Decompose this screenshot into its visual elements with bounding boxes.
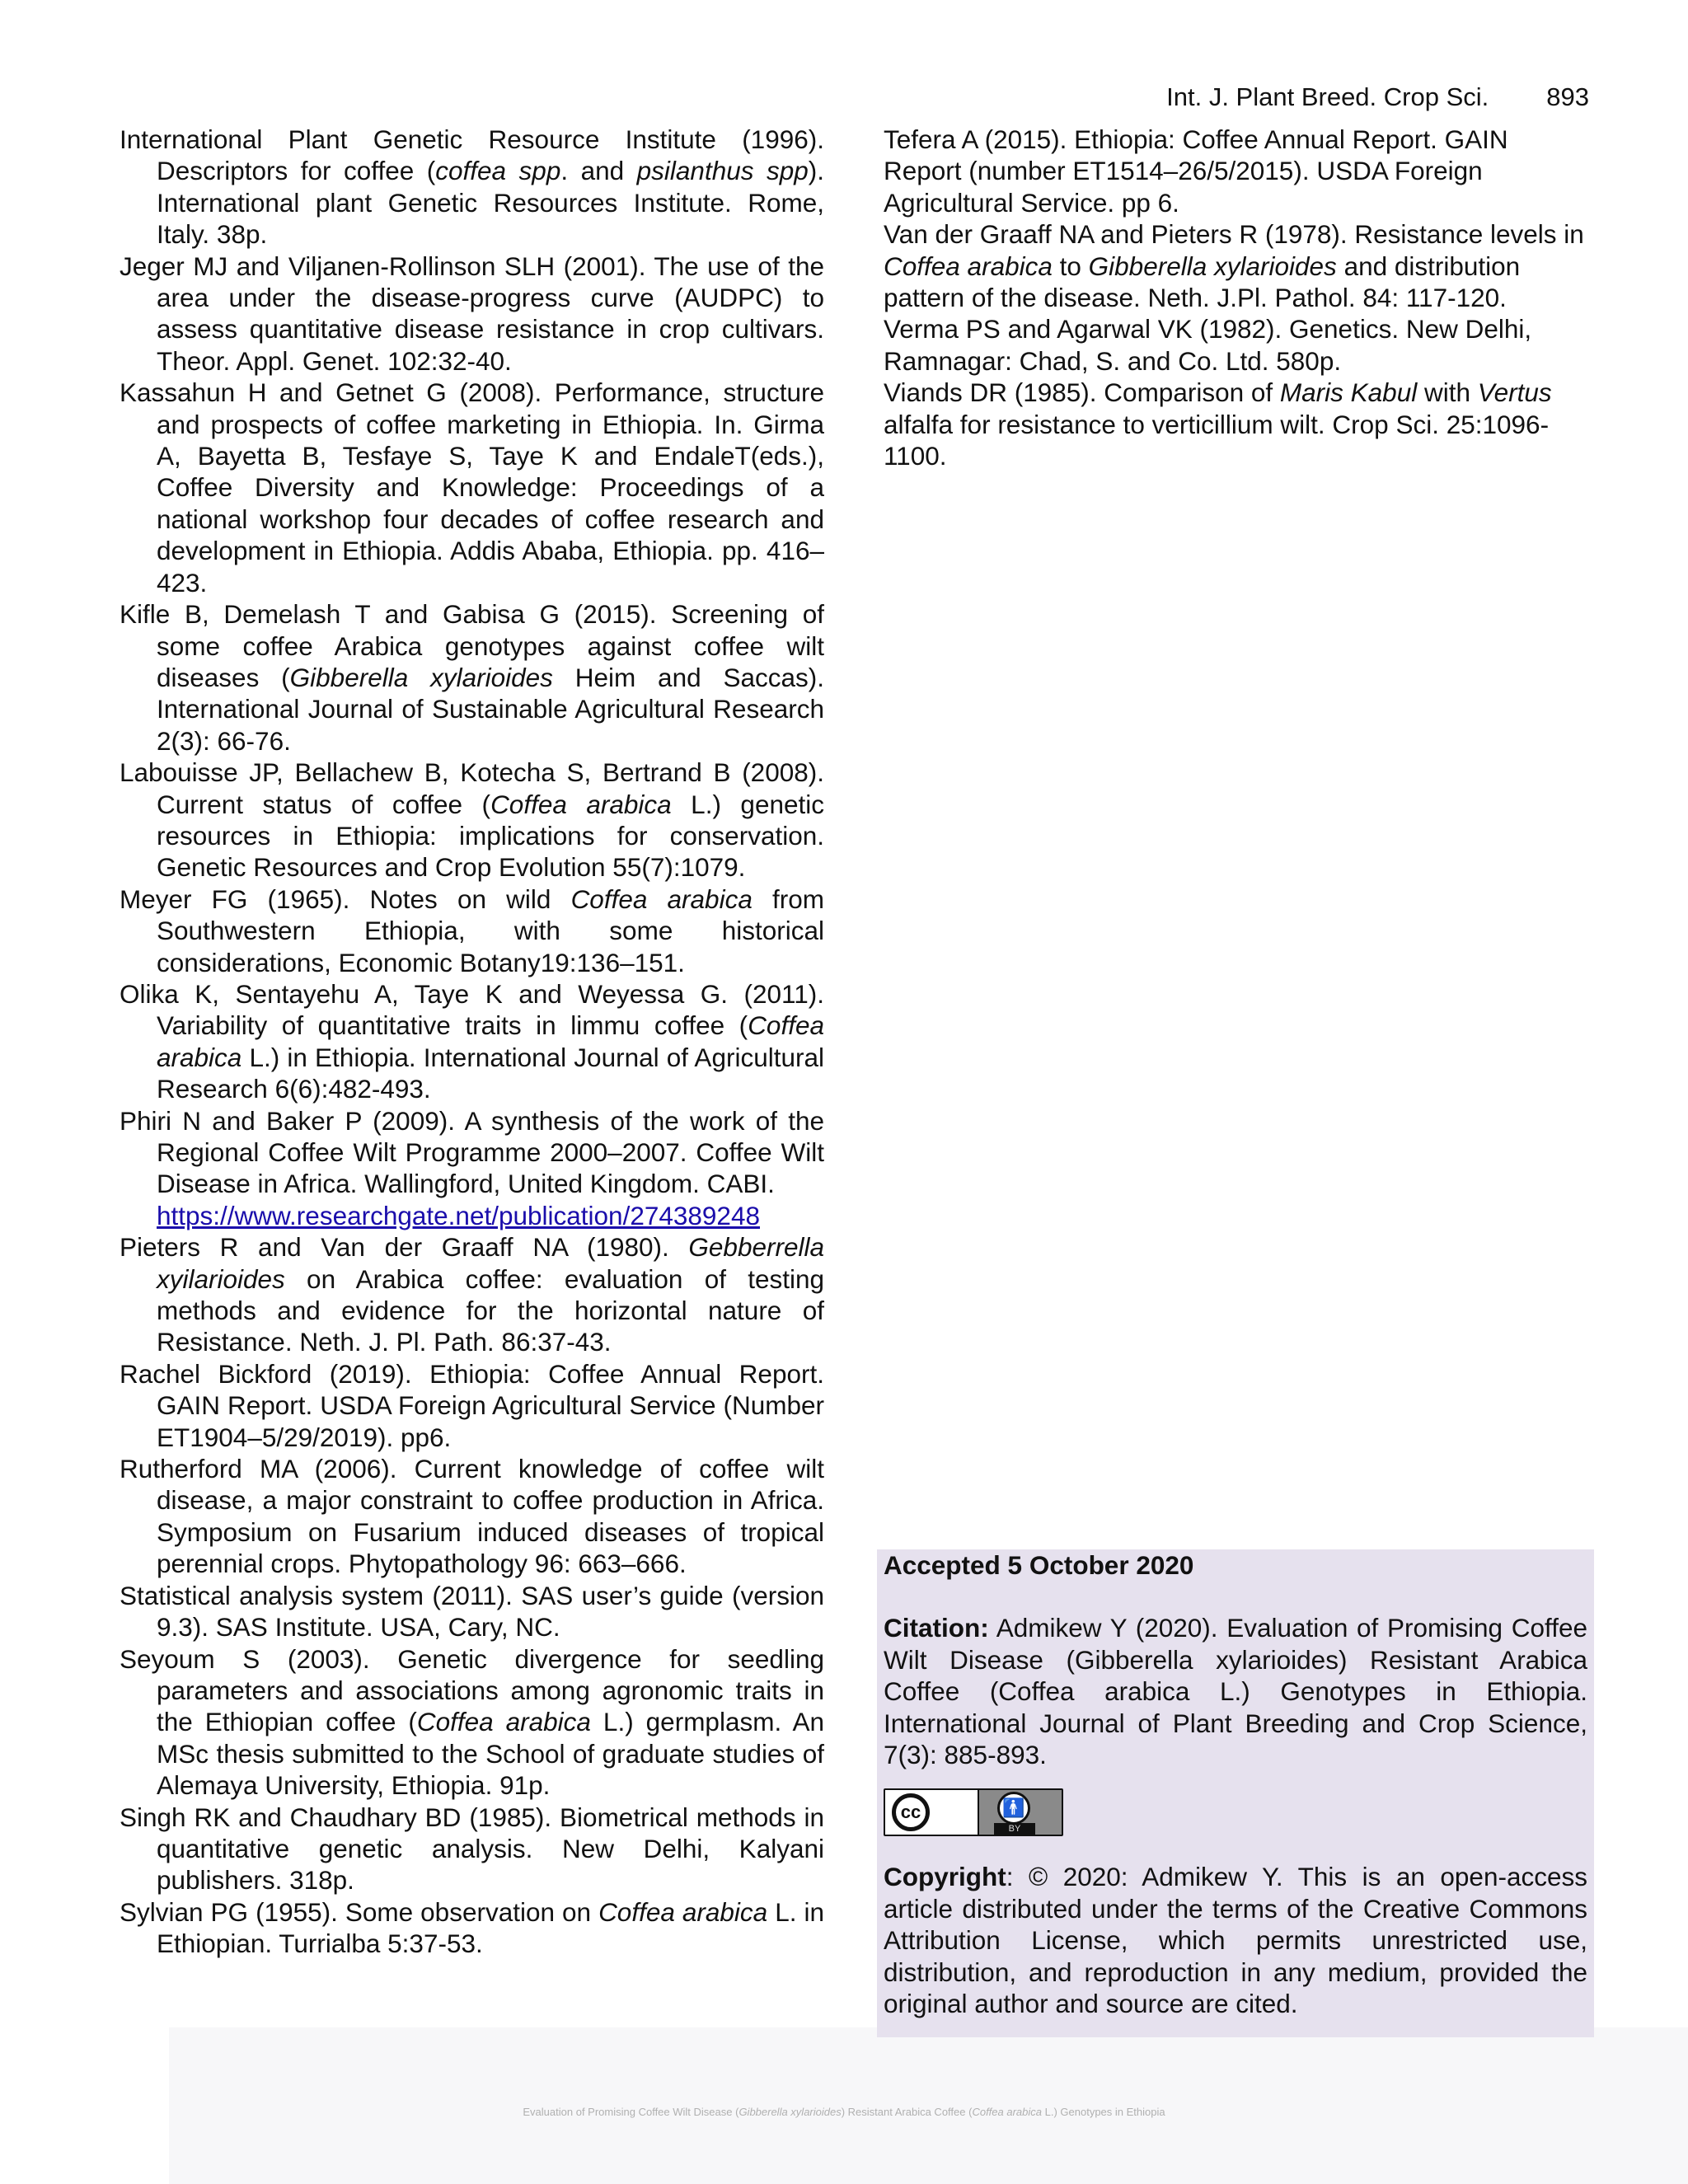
reference-text: Seyoum S (2003). Genetic divergence for seedling parameters and associations among agronomic traits in the Ethiopian coffee ( xyxy=(120,1643,824,1737)
copyright-label: Copyright xyxy=(884,1862,1006,1892)
article-info-box xyxy=(877,1549,1594,2037)
reference-entry xyxy=(884,124,1589,218)
reference-entry xyxy=(120,978,824,1105)
footer-text: L.) Genotypes in Ethiopia xyxy=(1042,2106,1165,2118)
cc-by-license-badge[interactable] xyxy=(884,1788,1063,1836)
footer-text: Coffea arabica xyxy=(972,2106,1043,2118)
reference-entry xyxy=(120,1643,824,1802)
accepted-date: Accepted 5 October 2020 xyxy=(884,1550,1194,1580)
running-header xyxy=(1166,82,1589,112)
reference-entry xyxy=(120,1453,824,1580)
reference-text: to xyxy=(1052,251,1089,281)
reference-entry xyxy=(120,1231,824,1358)
italic-term: Maris Kabul xyxy=(1279,377,1418,408)
by-label: BY xyxy=(994,1823,1035,1835)
reference-text: Van der Graaff NA and Pieters R (1978). Resistance levels in xyxy=(884,219,1584,250)
reference-text: Viands DR (1985). Comparison of xyxy=(884,377,1280,408)
reference-entry xyxy=(120,377,824,598)
reference-text: Phiri N and Baker P (2009). A synthesis of the work of the Regional Coffee Wilt Programme 2000–2007. Coffee Wilt Disease in Africa. Wallingford, United Kingdom. CABI. xyxy=(120,1105,824,1199)
reference-text: on Arabica coffee: evaluation of testing methods and evidence for the horizontal nature of Resistance. Neth. J. Pl. Path. 86:37-43. xyxy=(157,1263,824,1357)
creative-commons-icon: cc xyxy=(892,1793,930,1831)
reference-text: from Southwestern Ethiopia, with some historical considerations, Economic Botany19:136–151. xyxy=(157,883,824,977)
italic-term: Coffea arabica xyxy=(490,789,672,819)
reference-entry xyxy=(120,1358,824,1453)
reference-text: Jeger MJ and Viljanen-Rollinson SLH (2001). The use of the area under the disease-progress curve (AUDPC) to assess quantitative disease resistance in crop cultivars. Theor. Appl. Genet. 102:32-40. xyxy=(120,251,824,376)
reference-entry xyxy=(884,218,1589,313)
reference-text: Meyer FG (1965). Notes on wild xyxy=(120,883,571,914)
reference-entry xyxy=(120,251,824,377)
reference-entry xyxy=(120,1580,824,1643)
reference-text: alfalfa for resistance to verticillium wilt. Crop Sci. 25:1096-1100. xyxy=(884,409,1550,471)
reference-entry xyxy=(884,313,1589,377)
italic-term: psilanthus spp xyxy=(636,156,809,186)
reference-entry xyxy=(120,1802,824,1896)
citation-text: Admikew Y (2020). Evaluation of Promising Coffee Wilt Disease (Gibberella xylarioides) Resistant Arabica Coffee (Coffea arabica L.) Genotypes in Ethiopia. International Journal of Plant Breeding and Crop Science, 7(3): 885-893. xyxy=(884,1613,1587,1770)
reference-text: Pieters R and Van der Graaff NA (1980). xyxy=(120,1232,689,1263)
reference-entry xyxy=(120,598,824,757)
attribution-person-icon: 🚹 xyxy=(997,1792,1030,1825)
italic-term: coffea spp xyxy=(435,156,561,186)
copyright xyxy=(884,1861,1587,2019)
reference-text: Rutherford MA (2006). Current knowledge of coffee wilt disease, a major constraint to coffee production in Africa. Symposium on Fusarium induced diseases of tropical perennial crops. Phytopathology 96: 663–666. xyxy=(120,1454,824,1579)
reference-text: Singh RK and Chaudhary BD (1985). Biometrical methods in quantitative genetic analysis. New Delhi, Kalyani publishers. 318p. xyxy=(120,1802,824,1896)
reference-text: International Plant Genetic Resource Institute (1996). Descriptors for coffee ( xyxy=(120,124,824,186)
italic-term: Coffea arabica xyxy=(570,883,753,914)
reference-entry xyxy=(120,1105,824,1232)
reference-text: ). International plant Genetic Resources Institute. Rome, Italy. 38p. xyxy=(157,156,825,250)
reference-text: Kifle B, Demelash T and Gabisa G (2015). Screening of some coffee Arabica genotypes against coffee wilt diseases ( xyxy=(120,599,824,692)
italic-term: Coffea arabica xyxy=(598,1896,768,1927)
reference-text: Verma PS and Agarwal VK (1982). Genetics. New Delhi, Ramnagar: Chad, S. and Co. Ltd. 580p. xyxy=(884,314,1532,376)
running-footer xyxy=(0,2106,1688,2118)
reference-text: L.) genetic resources in Ethiopia: implications for conservation. Genetic Resources and Crop Evolution 55(7):1079. xyxy=(157,789,825,883)
footer-text: ) Resistant Arabica Coffee ( xyxy=(841,2106,973,2118)
reference-text: Statistical analysis system (2011). SAS user’s guide (version 9.3). SAS Institute. USA, Cary, NC. xyxy=(120,1580,824,1643)
italic-term: Gibberella xylarioides xyxy=(289,662,553,692)
references-left-column xyxy=(120,124,824,1960)
reference-text: Rachel Bickford (2019). Ethiopia: Coffee Annual Report. GAIN Report. USDA Foreign Agricultural Service (Number ET1904–5/29/2019). pp6. xyxy=(120,1358,824,1452)
copyright-text: : © 2020: Admikew Y. This is an open-access article distributed under the terms of the Creative Commons Attribution License, which permits unrestricted use, distribution, and reproduction in any medium, provided the original author and source are cited. xyxy=(884,1862,1587,2019)
reference-entry xyxy=(884,377,1589,471)
reference-text: L.) germplasm. An MSc thesis submitted to the School of graduate studies of Alemaya University, Ethiopia. 91p. xyxy=(157,1707,824,1801)
italic-term: Coffea arabica xyxy=(157,1010,824,1072)
reference-entry xyxy=(120,883,824,978)
reference-text: Heim and Saccas). International Journal of Sustainable Agricultural Research 2(3): 66-76. xyxy=(157,662,824,756)
reference-entry xyxy=(120,757,824,883)
reference-text: Kassahun H and Getnet G (2008). Performance, structure and prospects of coffee marketing in Ethiopia. In. Girma A, Bayetta B, Tesfaye S, Taye K and EndaleT(eds.), Coffee Diversity and Knowledge: Proceedings of a national workshop four decades of coffee research and development in Ethiopia. Addis Ababa, Ethiopia. pp. 416–423. xyxy=(120,377,824,598)
reference-text: L.) in Ethiopia. International Journal of Agricultural Research 6(6):482-493. xyxy=(157,1042,824,1104)
researchgate-link[interactable]: https://www.researchgate.net/publication/274389248 xyxy=(157,1200,760,1230)
reference-text: Tefera A (2015). Ethiopia: Coffee Annual Report. GAIN Report (number ET1514–26/5/2015). USDA Foreign Agricultural Service. pp 6. xyxy=(884,124,1508,218)
italic-term: Coffea arabica xyxy=(416,1707,591,1737)
references-right-column xyxy=(884,124,1589,471)
italic-term: Gebberrella xyilarioides xyxy=(157,1232,824,1294)
reference-text: L. in Ethiopian. Turrialba 5:37-53. xyxy=(157,1896,824,1959)
footer-text: Evaluation of Promising Coffee Wilt Disease ( xyxy=(523,2106,739,2118)
italic-term: Vertus xyxy=(1477,377,1552,408)
italic-term: Coffea arabica xyxy=(884,251,1053,281)
page-number: 893 xyxy=(1546,82,1589,111)
reference-text: Sylvian PG (1955). Some observation on xyxy=(120,1896,599,1927)
reference-text: and distribution pattern of the disease. Neth. J.Pl. Pathol. 84: 117-120. xyxy=(884,251,1521,313)
footer-text: Gibberella xylarioides xyxy=(738,2106,842,2118)
reference-text: . and xyxy=(560,156,637,186)
reference-entry xyxy=(120,1896,824,1960)
reference-text: Olika K, Sentayehu A, Taye K and Weyessa G. (2011). Variability of quantitative traits in limmu coffee ( xyxy=(120,978,824,1041)
citation xyxy=(884,1612,1587,1770)
reference-entry xyxy=(120,124,824,251)
journal-name: Int. J. Plant Breed. Crop Sci. xyxy=(1166,82,1489,111)
italic-term: Gibberella xylarioides xyxy=(1088,251,1337,281)
reference-text: with xyxy=(1417,377,1478,408)
citation-label: Citation: xyxy=(884,1613,989,1643)
reference-text: Labouisse JP, Bellachew B, Kotecha S, Bertrand B (2008). Current status of coffee ( xyxy=(120,757,824,819)
